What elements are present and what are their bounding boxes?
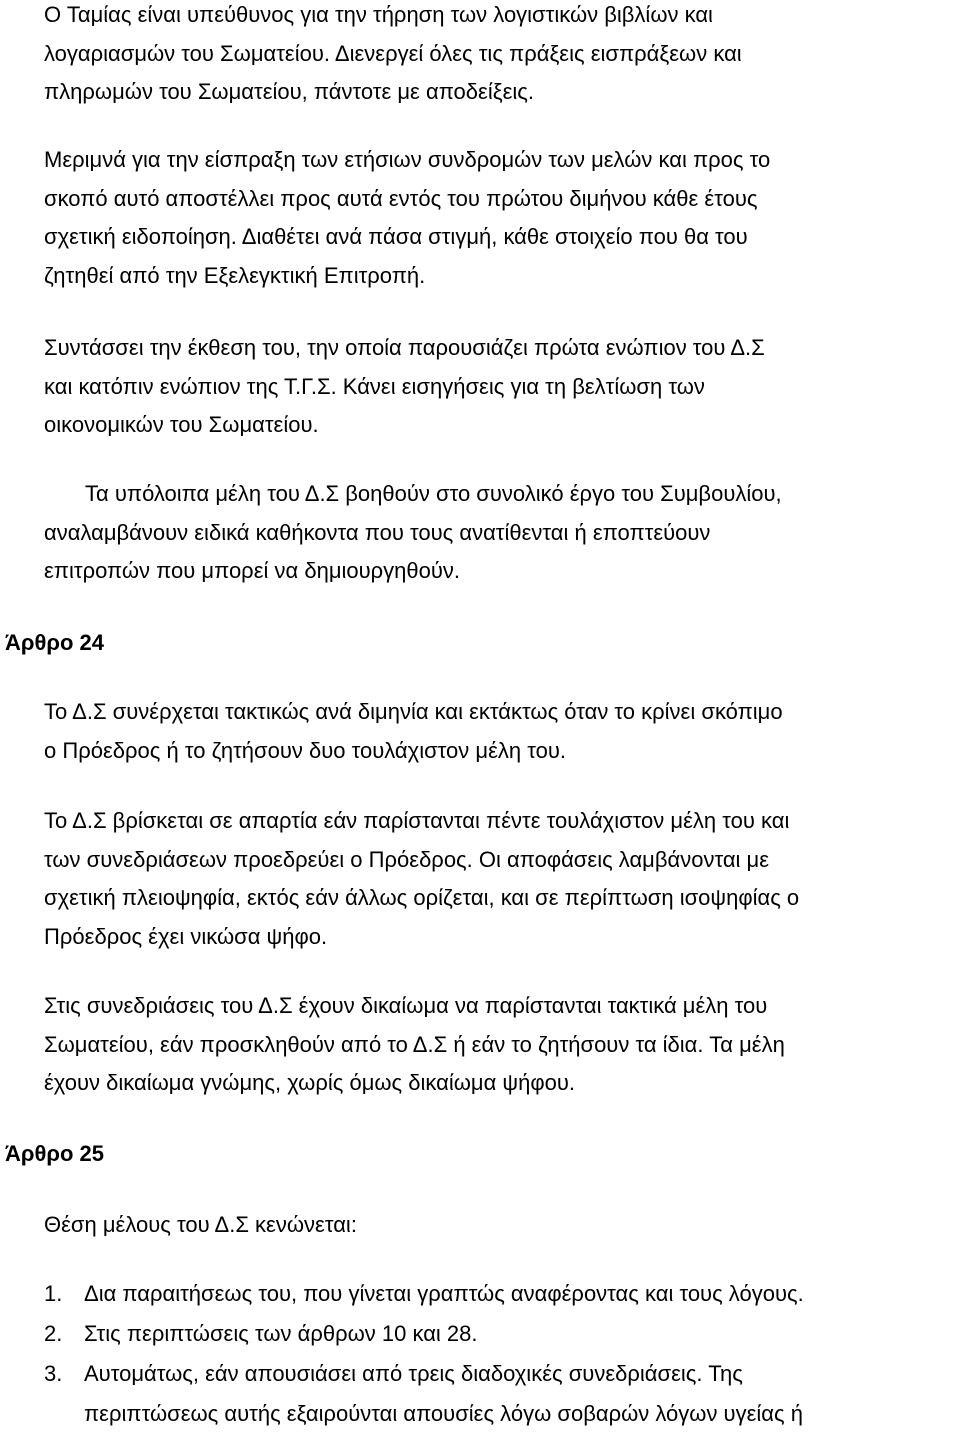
vacancy-reasons-list xyxy=(44,1274,958,1434)
list-item-number: 2. xyxy=(44,1321,63,1346)
paragraph-treasurer-duties xyxy=(44,0,958,112)
list-item xyxy=(44,1354,958,1394)
paragraph-line: έχουν δικαίωμα γνώμης, χωρίς όμως δικαίωμα ψήφου. xyxy=(44,1070,575,1096)
paragraph-line: και κατόπιν ενώπιον της Τ.Γ.Σ. Κάνει εισηγήσεις για τη βελτίωση των xyxy=(44,373,705,399)
paragraph-vacancy-intro xyxy=(44,1206,958,1245)
paragraph-line: ο Πρόεδρος ή το ζητήσουν δυο τουλάχιστον μέλη του. xyxy=(44,737,566,763)
paragraph-line: σχετική ειδοποίηση. Διαθέτει ανά πάσα στιγμή, κάθε στοιχείο που θα του xyxy=(44,224,748,250)
paragraph-report xyxy=(44,329,958,445)
paragraph-line: λογαριασμών του Σωματείου. Διενεργεί όλες τις πράξεις εισπράξεων και xyxy=(44,40,742,66)
paragraph-line: ζητηθεί από την Εξελεγκτική Επιτροπή. xyxy=(44,262,426,288)
paragraph-line: αναλαμβάνουν ειδικά καθήκοντα που τους ανατίθενται ή εποπτεύουν xyxy=(44,519,711,545)
paragraph-line: σκοπό αυτό αποστέλλει προς αυτά εντός του πρώτου διμήνου κάθε έτους xyxy=(44,185,758,211)
paragraph-line: επιτροπών που μπορεί να δημιουργηθούν. xyxy=(44,558,461,584)
paragraph-subscriptions xyxy=(44,141,958,295)
paragraph-line: σχετική πλειοψηφία, εκτός εάν άλλως ορίζεται, και σε περίπτωση ισοψηφίας ο xyxy=(44,885,800,911)
paragraph-line: Στις συνεδριάσεις του Δ.Σ έχουν δικαίωμα να παρίστανται τακτικά μέλη του xyxy=(44,993,768,1018)
article-24-heading: Άρθρο 24 xyxy=(5,630,105,655)
paragraph-other-members xyxy=(44,475,958,591)
paragraph-line: Μεριμνά για την είσπραξη των ετήσιων συνδρομών των μελών και προς το xyxy=(44,147,771,172)
paragraph-line: Τα υπόλοιπα μέλη του Δ.Σ βοηθούν στο συνολικό έργο του Συμβουλίου, xyxy=(85,481,782,506)
paragraph-line: των συνεδριάσεων προεδρεύει ο Πρόεδρος. Οι αποφάσεις λαμβάνονται με xyxy=(44,846,770,872)
list-item-text: Δια παραιτήσεως του, που γίνεται γραπτώς αναφέροντας και τους λόγους. xyxy=(84,1281,804,1306)
paragraph-line: Ο Ταμίας είναι υπεύθυνος για την τήρηση των λογιστικών βιβλίων και xyxy=(44,2,713,27)
paragraph-line: Το Δ.Σ συνέρχεται τακτικώς ανά διμηνία και εκτάκτως όταν το κρίνει σκόπιμο xyxy=(44,699,783,724)
paragraph-quorum xyxy=(44,802,958,956)
list-item-text: Αυτομάτως, εάν απουσιάσει από τρεις διαδοχικές συνεδριάσεις. Της xyxy=(84,1361,743,1386)
paragraph-line: οικονομικών του Σωματείου. xyxy=(44,412,319,438)
paragraph-line: Σωματείου, εάν προσκληθούν από το Δ.Σ ή εάν το ζητήσουν τα ίδια. Τα μέλη xyxy=(44,1031,785,1057)
paragraph-line: Συντάσσει την έκθεση του, την οποία παρουσιάζει πρώτα ενώπιον του Δ.Σ xyxy=(44,335,765,360)
paragraph-meetings xyxy=(44,693,958,770)
list-item-continuation: περιπτώσεως αυτής εξαιρούνται απουσίες λόγω σοβαρών λόγων υγείας ή xyxy=(84,1401,803,1426)
list-item-number: 3. xyxy=(44,1361,63,1386)
paragraph-line: πληρωμών του Σωματείου, πάντοτε με αποδείξεις. xyxy=(44,79,534,105)
list-item xyxy=(44,1274,958,1314)
list-item xyxy=(44,1314,958,1354)
paragraph-attendance xyxy=(44,987,958,1103)
list-item-number: 1. xyxy=(44,1281,63,1306)
paragraph-line: Θέση μέλους του Δ.Σ κενώνεται: xyxy=(44,1212,357,1237)
paragraph-line: Το Δ.Σ βρίσκεται σε απαρτία εάν παρίστανται πέντε τουλάχιστον μέλη του και xyxy=(44,808,790,833)
article-25-heading: Άρθρο 25 xyxy=(5,1141,105,1166)
list-item-text: Στις περιπτώσεις των άρθρων 10 και 28. xyxy=(84,1321,478,1346)
paragraph-line: Πρόεδρος έχει νικώσα ψήφο. xyxy=(44,923,328,949)
